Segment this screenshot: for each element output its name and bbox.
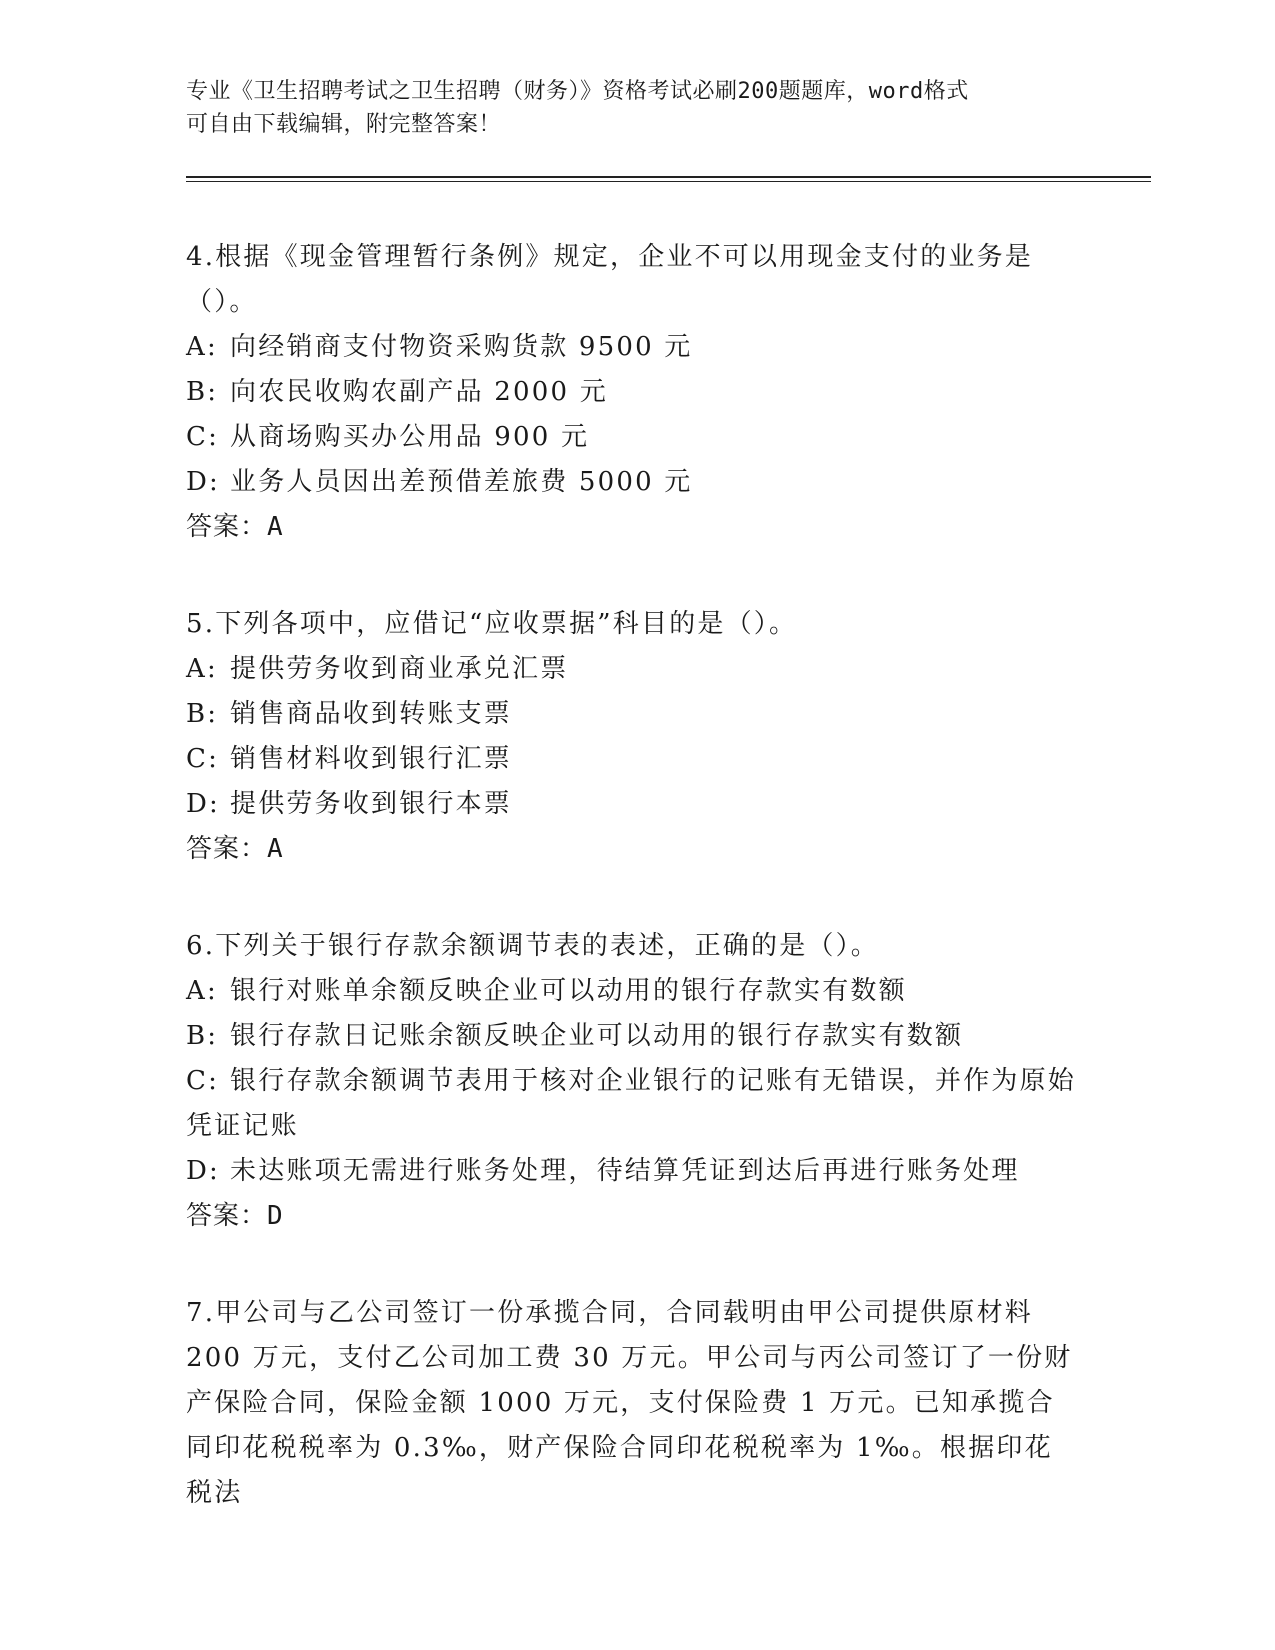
answer-line: 答案：D xyxy=(186,1201,284,1231)
option-a xyxy=(186,969,1076,1014)
option-d xyxy=(186,460,1076,505)
question-6 xyxy=(186,924,1076,1239)
option-letter: B: xyxy=(186,699,219,729)
question-stem: 4.根据《现金管理暂行条例》规定，企业不可以用现金支付的业务是（）。 xyxy=(186,242,1034,317)
option-text: 提供劳务收到商业承兑汇票 xyxy=(230,654,569,684)
option-letter: C: xyxy=(186,1066,220,1096)
option-letter: C: xyxy=(186,744,220,774)
option-letter: A: xyxy=(186,976,218,1006)
option-letter: D: xyxy=(186,789,221,819)
answer-line: 答案：A xyxy=(186,512,284,542)
option-b xyxy=(186,370,1076,415)
header-line-1: 专业《卫生招聘考试之卫生招聘（财务）》资格考试必刷200题题库，word格式 xyxy=(186,79,969,104)
answer-line: 答案：A xyxy=(186,834,284,864)
option-c xyxy=(186,415,1076,460)
option-text: 银行对账单余额反映企业可以动用的银行存款实有数额 xyxy=(230,976,907,1006)
option-text: 向经销商支付物资采购货款 9500 元 xyxy=(230,332,693,362)
header-divider-thick xyxy=(186,176,1151,178)
question-list xyxy=(186,235,1076,1568)
option-letter: D: xyxy=(186,467,221,497)
question-4 xyxy=(186,235,1076,550)
question-7 xyxy=(186,1291,1076,1516)
option-text: 从商场购买办公用品 900 元 xyxy=(230,422,590,452)
option-text: 银行存款日记账余额反映企业可以动用的银行存款实有数额 xyxy=(230,1021,964,1051)
option-letter: A: xyxy=(186,654,218,684)
option-d xyxy=(186,1149,1076,1194)
option-text: 销售材料收到银行汇票 xyxy=(230,744,513,774)
header-text xyxy=(186,75,1066,141)
question-stem: 6.下列关于银行存款余额调节表的表述，正确的是（）。 xyxy=(186,931,880,961)
option-d xyxy=(186,782,1076,827)
option-b xyxy=(186,1014,1076,1059)
option-letter: B: xyxy=(186,1021,219,1051)
option-text: 向农民收购农副产品 2000 元 xyxy=(230,377,608,407)
question-5 xyxy=(186,602,1076,872)
header-divider-thin xyxy=(186,181,1151,182)
question-stem: 5.下列各项中，应借记“应收票据”科目的是（）。 xyxy=(186,609,798,639)
option-text: 未达账项无需进行账务处理，待结算凭证到达后再进行账务处理 xyxy=(230,1156,1020,1186)
option-text: 银行存款余额调节表用于核对企业银行的记账有无错误，并作为原始凭证记账 xyxy=(186,1066,1077,1141)
option-text: 提供劳务收到银行本票 xyxy=(230,789,513,819)
option-letter: D: xyxy=(186,1156,221,1186)
header-line-2: 可自由下载编辑，附完整答案！ xyxy=(186,112,502,137)
question-stem: 7.甲公司与乙公司签订一份承揽合同，合同载明由甲公司提供原材料 200 万元，支付乙公司加工费 30 万元。甲公司与丙公司签订了一份财产保险合同，保险金额 1000 万元，支付保险费 1 万元。已知承揽合同印花税税率为 0.3‰，财产保险合同印花税税率为 1‰。根据印花税法 xyxy=(186,1298,1073,1508)
option-letter: C: xyxy=(186,422,220,452)
option-letter: A: xyxy=(186,332,218,362)
option-text: 业务人员因出差预借差旅费 5000 元 xyxy=(230,467,693,497)
option-c xyxy=(186,1059,1076,1149)
option-a xyxy=(186,647,1076,692)
option-b xyxy=(186,692,1076,737)
option-c xyxy=(186,737,1076,782)
option-letter: B: xyxy=(186,377,219,407)
option-a xyxy=(186,325,1076,370)
option-text: 销售商品收到转账支票 xyxy=(230,699,513,729)
